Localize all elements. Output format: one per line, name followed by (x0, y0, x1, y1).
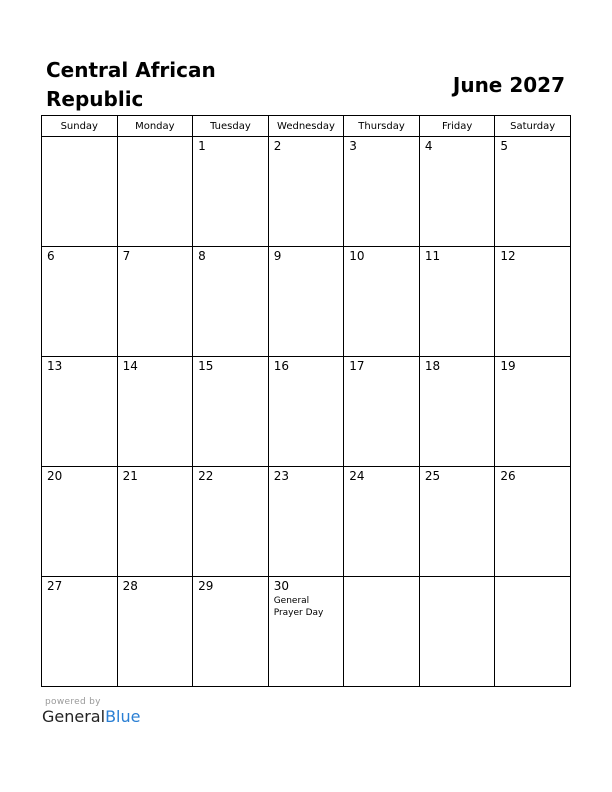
footer-branding (42, 697, 140, 726)
day-number: 11 (424, 249, 441, 263)
day-cell (495, 467, 571, 577)
day-number: 22 (198, 469, 214, 483)
powered-by-text: powered by (45, 697, 101, 707)
day-cell (344, 357, 420, 467)
day-number: 12 (500, 249, 516, 263)
week-row (42, 247, 571, 357)
day-number: 18 (424, 359, 441, 373)
day-cell (268, 577, 344, 687)
week-row (42, 137, 571, 247)
day-number: 9 (273, 249, 282, 263)
day-cell (495, 247, 571, 357)
day-number: 25 (424, 469, 441, 483)
brand-logo[interactable] (42, 707, 140, 726)
day-number (420, 577, 495, 580)
day-cell (344, 247, 420, 357)
day-cell (419, 137, 495, 247)
weekday-sunday: Sunday (42, 116, 118, 137)
brand-blue: Blue (105, 707, 141, 726)
day-number: 19 (500, 359, 516, 373)
month-year-title: June 2027 (452, 73, 565, 97)
day-number: 30 (273, 579, 289, 593)
day-cell (117, 357, 193, 467)
day-cell (193, 247, 269, 357)
day-cell (268, 467, 344, 577)
day-cell (419, 467, 495, 577)
day-number: 6 (47, 249, 55, 263)
calendar-grid (41, 115, 571, 687)
day-number: 17 (349, 359, 365, 373)
day-cell (268, 247, 344, 357)
day-number (344, 577, 419, 580)
weekday-wednesday: Wednesday (268, 116, 344, 137)
country-title: Central African Republic (46, 58, 216, 111)
day-cell (42, 357, 118, 467)
day-number: 10 (349, 249, 365, 263)
day-number: 20 (47, 469, 63, 483)
day-cell (42, 137, 118, 247)
week-row (42, 467, 571, 577)
weekday-header-row (42, 116, 571, 137)
day-number: 7 (122, 249, 131, 263)
day-cell (193, 137, 269, 247)
day-cell (268, 357, 344, 467)
day-cell (42, 577, 118, 687)
day-cell (495, 577, 571, 687)
day-number: 1 (198, 139, 206, 153)
day-cell (344, 577, 420, 687)
day-cell (419, 357, 495, 467)
week-row (42, 577, 571, 687)
day-cell (42, 247, 118, 357)
day-number (42, 137, 117, 140)
day-cell (495, 137, 571, 247)
day-number (118, 137, 193, 140)
weekday-monday: Monday (117, 116, 193, 137)
holiday-event: General Prayer Day (273, 596, 324, 618)
day-number: 26 (500, 469, 516, 483)
day-cell (495, 357, 571, 467)
week-row (42, 357, 571, 467)
day-cell (419, 577, 495, 687)
day-number: 13 (47, 359, 63, 373)
day-cell (193, 467, 269, 577)
weekday-thursday: Thursday (344, 116, 420, 137)
day-number: 15 (198, 359, 214, 373)
day-number: 28 (122, 579, 138, 593)
day-number: 21 (122, 469, 138, 483)
weekday-saturday: Saturday (495, 116, 571, 137)
day-number: 2 (273, 139, 282, 153)
day-cell (344, 467, 420, 577)
day-number: 3 (349, 139, 357, 153)
day-cell (117, 467, 193, 577)
day-cell (117, 247, 193, 357)
day-number: 27 (47, 579, 63, 593)
day-number (495, 577, 570, 580)
day-cell (117, 577, 193, 687)
day-number: 29 (198, 579, 214, 593)
day-number: 4 (424, 139, 433, 153)
day-cell (419, 247, 495, 357)
day-number: 16 (273, 359, 289, 373)
day-number: 5 (500, 139, 509, 153)
brand-general: General (42, 707, 106, 726)
weekday-friday: Friday (419, 116, 495, 137)
day-cell (117, 137, 193, 247)
day-number: 24 (349, 469, 365, 483)
day-number: 14 (122, 359, 138, 373)
day-cell (268, 137, 344, 247)
day-cell (193, 577, 269, 687)
day-number: 23 (273, 469, 289, 483)
day-cell (42, 467, 118, 577)
day-number: 8 (198, 249, 206, 263)
weekday-tuesday: Tuesday (193, 116, 269, 137)
day-cell (193, 357, 269, 467)
day-cell (344, 137, 420, 247)
